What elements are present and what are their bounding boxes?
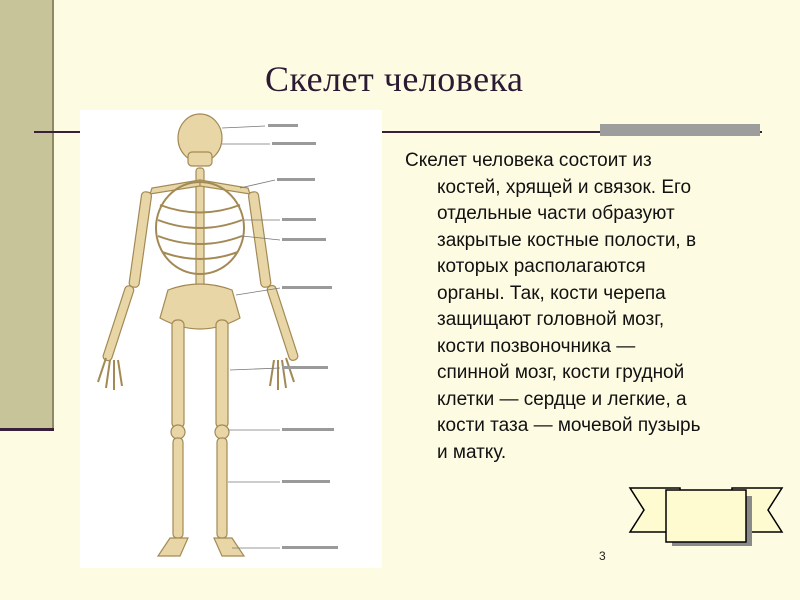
body-line: Скелет человека состоит из (405, 150, 652, 171)
body-line: кости позвоночника — (437, 335, 636, 357)
page-number: 3 (599, 549, 606, 563)
slide-title: Скелет человека (265, 59, 524, 99)
body-line: клетки — сердце и легкие, а (437, 388, 687, 410)
title-rule-left (34, 131, 84, 133)
body-line: и матку. (437, 441, 507, 463)
skeleton-figure (80, 110, 382, 568)
scroll-banner-decoration (620, 482, 792, 548)
body-line: костей, хрящей и связок. Его (437, 176, 692, 198)
body-line: органы. Так, кости черепа (437, 282, 666, 304)
body-line: отдельные части образуют (437, 203, 675, 224)
slide-body-text (405, 148, 765, 466)
skeleton-icon (80, 110, 382, 568)
body-line: спинной мозг, кости грудной (437, 362, 685, 383)
title-rule-block (600, 124, 760, 136)
body-line: кости таза — мочевой пузырь (437, 415, 701, 436)
body-line: защищают головной мозг, (437, 309, 665, 330)
body-line: закрытые костные полости, в (437, 229, 697, 251)
left-accent-underline (0, 428, 54, 431)
scroll-banner-icon (620, 482, 792, 548)
body-line: которых располагаются (437, 256, 646, 277)
left-accent-bar (0, 0, 54, 430)
